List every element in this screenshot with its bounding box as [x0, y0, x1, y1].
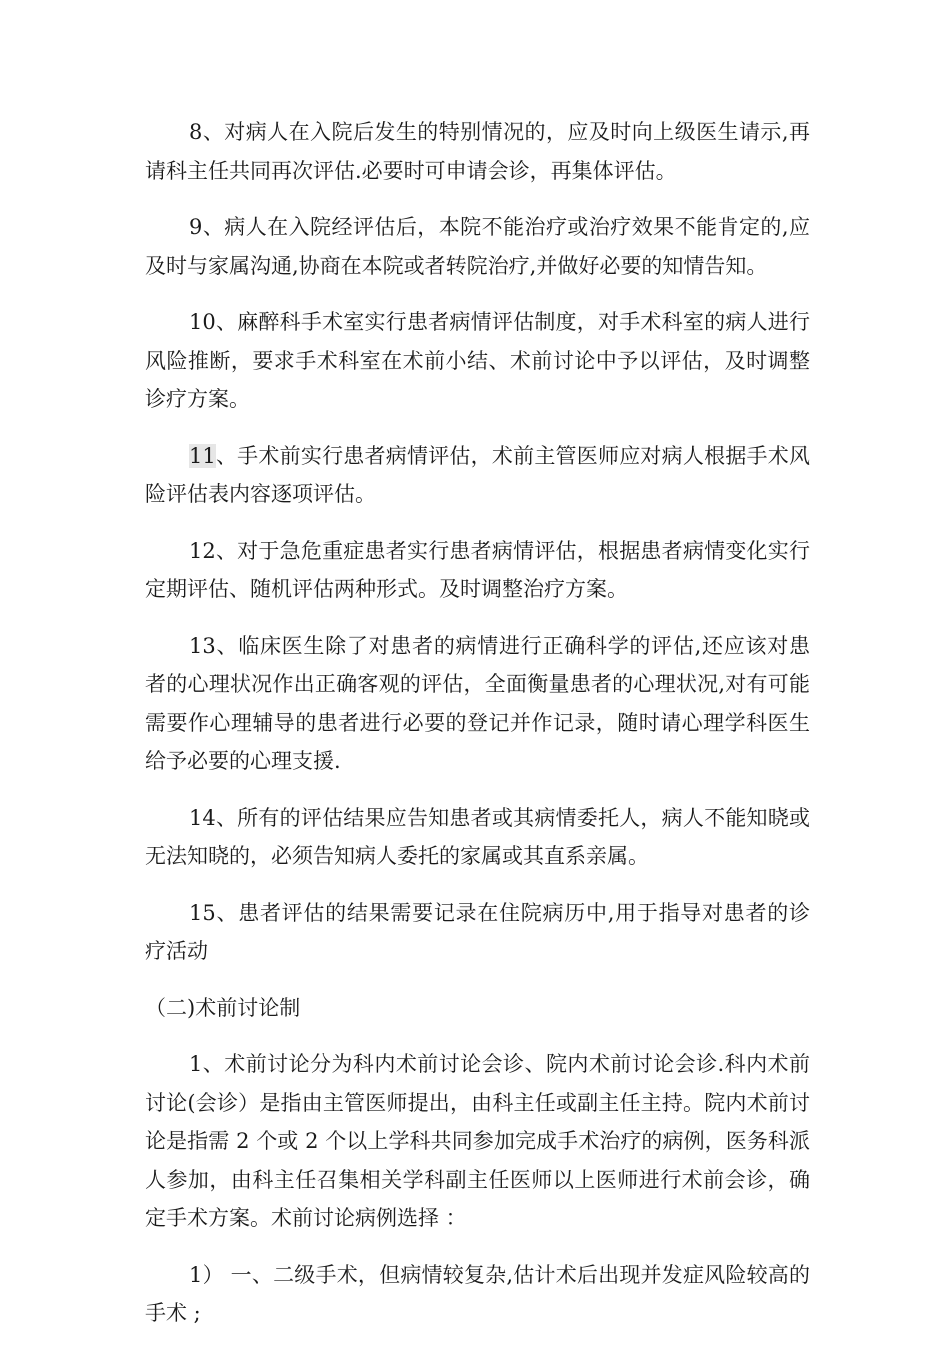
paragraph-item-11 — [145, 437, 810, 514]
paragraph-item-8 — [145, 113, 810, 190]
paragraph-item-10 — [145, 303, 810, 419]
paragraph-number: 15 — [189, 900, 216, 925]
paragraph-text: 、所有的评估结果应告知患者或其病情委托人，病人不能知晓或无法知晓的，必须告知病人委托的家属或其直系亲属。 — [145, 805, 810, 868]
paragraph-number: 9 — [189, 215, 203, 239]
document-body — [145, 113, 810, 1351]
paragraph-number: 13 — [189, 633, 216, 658]
section-paragraph-1: 1、术前讨论分为科内术前讨论会诊、院内术前讨论会诊.科内术前讨论(会诊）是指由主管医师提出，由科主任或副主任主持。院内术前讨论是指需 2 个或 2 个以上学科共同参加完成手术治疗的病例，医务科派人参加，由科主任召集相关学科副主任医师以上医师进行术前会诊，确定手术方案。术前讨论病例选择 ： — [145, 1052, 810, 1230]
paragraph-item-12 — [145, 532, 810, 609]
paragraph-item-9 — [145, 208, 810, 285]
paragraph-text: 、手术前实行患者病情评估，术前主管医师应对病人根据手术风险评估表内容逐项评估。 — [145, 443, 810, 506]
paragraph-number: 8 — [189, 120, 203, 144]
paragraph-text: 、临床医生除了对患者的病情进行正确科学的评估,还应该对患者的心理状况作出正确客观的评估，全面衡量患者的心理状况,对有可能需要作心理辅导的患者进行必要的登记并作记录，随时请心理学科医生给予必要的心理支援. — [145, 633, 810, 773]
paragraph-number: 12 — [189, 538, 216, 563]
paragraph-item-13 — [145, 627, 810, 781]
highlighted-paragraph-number: 11 — [189, 443, 216, 468]
paragraph-text: 、患者评估的结果需要记录在住院病历中,用于指导对患者的诊疗活动 — [145, 900, 810, 963]
paragraph-item-15 — [145, 894, 810, 971]
paragraph-text: 、对病人在入院后发生的特别情况的，应及时向上级医生请示,再请科主任共同再次评估.必要时可申请会诊，再集体评估。 — [145, 120, 810, 183]
paragraph-number: 14 — [189, 805, 216, 830]
section-list-item-1: 1） 一、二级手术，但病情较复杂,估计术后出现并发症风险较高的手术 ; — [145, 1262, 810, 1325]
paragraph-text: 、病人在入院经评估后，本院不能治疗或治疗效果不能肯定的,应及时与家属沟通,协商在本院或者转院治疗,并做好必要的知情告知。 — [145, 215, 810, 278]
paragraph-text: 、麻醉科手术室实行患者病情评估制度，对手术科室的病人进行风险推断，要求手术科室在术前小结、术前讨论中予以评估，及时调整诊疗方案。 — [145, 310, 810, 411]
paragraph-text: 、对于急危重症患者实行患者病情评估，根据患者病情变化实行定期评估、随机评估两种形式。及时调整治疗方案。 — [145, 538, 810, 601]
paragraph-number: 10 — [189, 310, 216, 334]
paragraph-item-14 — [145, 799, 810, 876]
section-heading: （二)术前讨论制 — [145, 995, 301, 1020]
